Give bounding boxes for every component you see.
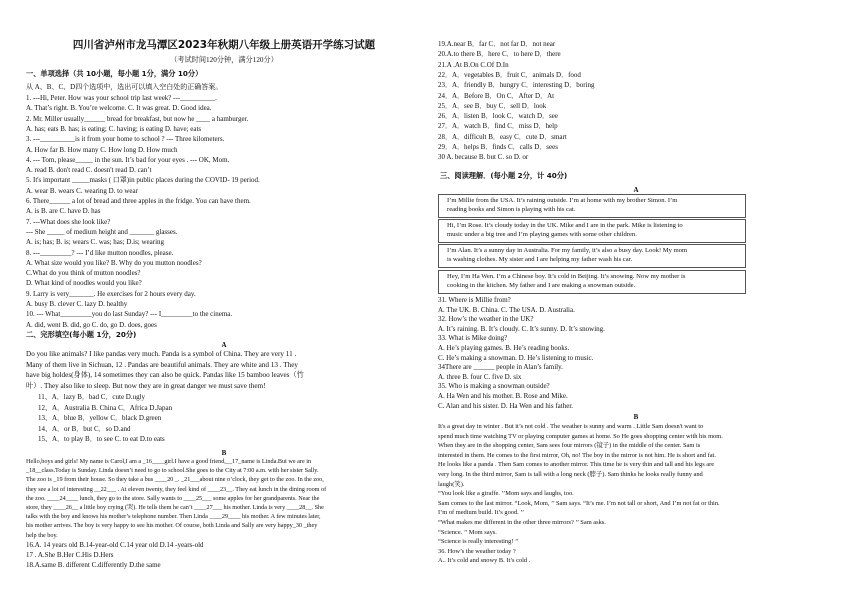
exam-subtitle: （考试时间120分钟，满分120分） [170,56,278,64]
option-line: 24．A．Before B．On C．After D．At [438,91,555,100]
question-line: A. is B. are C. have D. has [26,207,101,216]
passage-line: very long. In the third mirror, Sam is tall with a long neck (脖子). Sam thinks he looks really funny and [438,471,703,478]
question-line: 10. --- What_________you do last Sunday? --- I_________to the cinema. [26,310,233,319]
part2-heading: 二、完形填空(每小题 1分，20分) [26,330,137,339]
reading-box [438,194,746,218]
question-line: A. Ha Wen and his mother. B. Rose and Mike. [438,392,568,400]
question-line: 3. ---__________is it from your home to school ? --- Three kilometers. [26,135,225,144]
question-line: --- She _____ of medium height and _______ glasses. [26,227,178,236]
option-line: 14、A．or B．but C．so D.and [38,424,131,433]
part1-heading: 一、单项选择（共 10小题，每小题 1分，满分 10分） [26,69,203,78]
question-line: A. busy B. clever C. lazy D. healthy [26,300,128,308]
question-line: 8. ---_________? --- I’d like mutton noodles, please. [26,248,174,257]
reading-b-label: B [633,413,639,421]
option-line: 17 . A.She B.Her C.His D.Hers [26,551,114,560]
question-line: C.What do you think of mutton noodles? [26,269,141,278]
option-line: 30 A. because B. but C. so D. or [438,153,529,162]
option-line: 18.A.same B. different C.differently D.the same [26,561,161,570]
passage-line: “You look like a giraffe. ’’Mom says and laughs, too. [438,490,574,498]
option-line: 19.A.near B．far C．not far D．not near [438,40,556,48]
option-line: 15、A．to play B．to see C. to eat D.to eats [38,435,165,443]
option-line: 28．A．difficult B．easy C．cute D．smart [438,132,567,141]
passage-line: _18__class.Today is Sunday. Linda doesn’t need to go to school.She goes to the City at 7:00 a.m. with her sister Sally. [26,467,319,475]
passage-line: “Science is really interesting! ’’ [438,538,519,546]
passage-line: his mother arrives. The boy is very happy to see his mother. Of course, both Linda and Sally are very happy_30 _they [26,522,318,530]
question-line: 34There are ______ people in Alan’s family. [438,363,563,372]
question-line: C. Alan and his sister. D. Ha Wen and his father. [438,401,574,410]
question-line: 35. Who is making a snowman outside? [438,382,550,391]
passage-line: Sam comes to the last mirror. “Look, Mom, ’’ Sam says. “It’s me. I’m not tall or short, And I’m not fat or thin. [438,499,720,507]
passage-line: A.. It’s cold and snowy B. It’s cold . [438,557,531,565]
question-line: A. three B. four C. five D. six [438,372,522,381]
option-line: 16.A. 14 years old B.14-year-old C.14 year old D.14 -years-old [26,541,204,549]
reading-box-line: Hi, I’m Rose. It’s cloudy today in the UK. Mike and I are in the park. Mike is listening to [447,222,683,229]
cloze-b-label: B [221,449,227,457]
question-line: 4. --- Tom, please_____ in the sun. It’s bad for your eyes . --- OK, Mom. [26,155,230,164]
passage-line: “What makes me different in the other three mirrors? ’’ Sam asks. [438,519,606,526]
question-line: A. It’s raining. B. It’s cloudy. C. It’s sunny. D. It’s snowing. [438,324,605,333]
question-line: A. That’s right. B. You’re welcome. C. It was great. D. Good idea. [26,104,212,113]
part1-instruction: 从 A、B、C、D四个选项中，选出可以填入空白处的正确答案。 [26,83,223,91]
passage-line: He looks like a panda . Then Sam comes to another mirror. This time he is very thin and tall and his legs are [438,461,715,469]
passage-line: “Science. ’’ Mom says. [438,528,497,536]
passage-line: When they are in the shopping center, Sam sees four mirrors (镜子) in the middle of the center. Sam is [438,442,701,450]
reading-box-line: I’m Millie from the USA. It’s raining outside. I’m at home with my brother Simon. I’m [447,197,678,204]
passage-line: It's a great day in winter . But it’s not cold . The weather is sunny and warm . Little Sam doesn't want to [438,423,704,430]
question-line: 32. How’s the weather in the UK? [438,315,534,324]
passage-line: Many of them live in Sichuan, 12 . Pandas are beautiful animals. They are white and 13 . They [26,360,298,369]
reading-box [438,270,746,294]
passage-line: have big holdes(身体), 14 sometimes they can also be quick. Pandas like 15 bamboo leaves（竹 [26,371,304,379]
question-line: D. What kind of noodles would you like? [26,279,142,288]
question-line: A. did, went B. did, go C. do, go D. does, goes [26,320,157,329]
passage-line: 36. How’s the weather today ? [438,547,516,555]
option-line: 27．A．watch B．find C．miss D．help [438,122,558,131]
option-line: 21.A .At B.On C.Of D.In [438,60,509,69]
reading-box-line: is washing clothes. My sister and I are helping my father wash his car. [447,256,633,263]
question-line: A. What size would you like? B. Why do you mutton noodles? [26,258,202,267]
question-line: 9. Larry is very_______. He exercises for 2 hours every day. [26,289,196,298]
option-line: 23．A．friendly B．hungry C．interesting D．boring [438,81,595,90]
part3-heading: 三、阅读理解．(每小题 2分，计 40分) [440,171,568,180]
passage-line: laugh(笑). [438,480,465,488]
question-line: 1. ---Hi, Peter. How was your school trip last week? ---__________. [26,94,217,102]
question-line: 33. What is Mike doing? [438,334,508,343]
question-line: A. The UK. B. China. C. The USA. D. Australia. [438,305,575,314]
question-line: A. read B. don't read C. doesn't read D. can’t [26,166,152,175]
option-line: 22．A．vegetables B．fruit C．animals D．food [438,70,581,79]
option-line: 12、A．Australia B. China C．Africa D.Japan [38,403,173,412]
question-line: A. How far B. How many C. How long D. How much [26,145,178,154]
option-line: 26．A．listen B．look C．watch D．see [438,112,558,121]
passage-line: store, they ____26__ a little boy crying (哭). He tells them he can’t ____27___ his mother. Linda is very ____28__. She [26,504,324,511]
reading-box-line: cooking in the kitchen. My father and I are making a snowman outside. [447,282,636,289]
question-line: C. He’s making a snowman. D. He’s listening to music. [438,353,594,362]
passage-line: Hello,boys and girls! My name is Carol,I am a _16____girl.I have a good friend,__17_name is Linda.But we are in [26,458,312,465]
passage-line: I’m of medium build. It’s good. ’’ [438,509,525,517]
option-line: 11、A．lazy B．bad C．cute D.ugly [38,393,146,401]
question-line: A. He’s playing games. B. He’s reading books. [438,344,570,352]
reading-box-line: Hey, I’m Ha Wen. I’m a Chinese boy. It’s cold in Beijing. It’s snowing. Now my mother is [447,273,686,280]
passage-line: The zoo is _19 from their house. So they take a bus ____20 _. _21___about nine o’clock, they get to the zoo. In the zoo, [26,476,324,484]
reading-box [438,244,746,268]
reading-a-label: A [633,186,639,194]
cloze-a-label: A [221,341,227,349]
passage-line: 叶）. They also like to sleep. But now they are in great danger we must save them! [26,381,266,390]
reading-box-line: I’m Alan. It’s a sunny day in Australia. For my family, it’s also a busy day. Look! My mom [447,247,688,254]
question-line: 5. It's important _____masks ( 口罩)in public places during the COVID- 19 period. [26,176,260,185]
passage-line: help the boy. [26,531,58,539]
passage-line: the zoo. ____24____ lunch, they go to the store. Sally wants to ____25___ some apples for her grandparents. Near the [26,494,320,502]
question-line: A. is; has; B. is; wears C. was; has; D.is; wearing [26,238,165,247]
reading-box-line: reading books and Simon is playing with his cat. [447,206,576,213]
question-line: A. has; eats B. has; is eating; C. having; is eating D. have; eats [26,124,202,133]
passage-line: they see a lot of interesting __22___ . At eleven twenty, they feel kind of ____23__. They eat lunch in the dining room of [26,485,327,493]
question-line: 2. Mr. Miller usually______ bread for breakfast, but now he ____ a hamburger. [26,114,249,123]
option-line: 13、A．blue B．yellow C．black D.green [38,414,162,422]
option-line: 20.A.to there B．here C．to here D．there [438,50,561,59]
question-line: A. wear B. wears C. wearing D. to wear [26,186,138,195]
question-line: 31. Where is Millie from? [438,296,511,304]
passage-line: talks with the boy and knows his mother’s telephone number. Then Linda ____29____ his mother. A few minutes later, [26,513,321,521]
question-line: 7. ---What does she look like? [26,217,111,226]
option-line: 25．A．see B．buy C．sell D．look [438,101,547,110]
question-line: 6. There______ a lot of bread and three apples in the fridge. You can have them. [26,197,251,205]
reading-box [438,219,746,243]
reading-box-line: music under a big tree and I’m playing games with some other children. [447,231,637,238]
passage-line: interested in them. He comes to the first mirror, Oh, no! The boy in the mirror is not him. He is short and fat. [438,451,716,459]
option-line: 29．A．helps B．finds C．calls D．sees [438,143,558,151]
passage-line: Do you like animals? I like pandas very much. Panda is a symbol of China. They are very 11 . [26,350,297,358]
passage-line: spend much time watching TV or playing computer games at home. So He goes shopping center with his mom. [438,432,723,440]
exam-title: 四川省泸州市龙马潭区2023年秋期八年级上册英语开学练习试题 [72,39,376,51]
